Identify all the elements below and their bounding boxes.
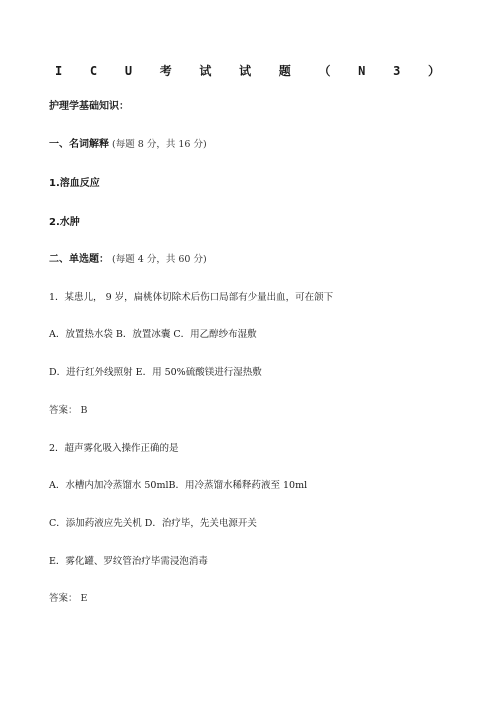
q2-options-3: E．雾化罐、罗纹管治疗毕需浸泡消毒 [49, 556, 208, 567]
term-1: 1.溶血反应 [49, 178, 100, 189]
term-2: 2.水肿 [49, 217, 80, 228]
part1-heading [49, 138, 207, 151]
title-char: （ [318, 64, 331, 78]
q1-options-1: A．放置热水袋 B．放置冰囊 C．用乙醇纱布湿敷 [49, 329, 257, 340]
part2-note: (每题 4 分，共 60 分) [112, 254, 207, 265]
q1-answer: 答案： B [49, 405, 88, 416]
title-char: 试 [199, 64, 212, 78]
part2-heading [49, 253, 207, 266]
title-char: 题 [278, 64, 291, 78]
title-char: U [124, 64, 133, 78]
exam-title [55, 64, 440, 78]
title-char: 考 [159, 64, 172, 78]
q1-stem: 1．某患儿， 9 岁，扁桃体切除术后伤口局部有少量出血，可在颌下 [49, 292, 334, 303]
q2-answer: 答案： E [49, 593, 88, 604]
part2-title: 二、单选题： [49, 254, 109, 265]
q1-options-2: D．进行红外线照射 E．用 50%硫酸镁进行湿热敷 [49, 367, 262, 378]
q2-stem: 2．超声雾化吸入操作正确的是 [49, 443, 179, 454]
title-char: 3 [393, 64, 401, 78]
title-char: 试 [239, 64, 252, 78]
section-heading-basic: 护理学基础知识： [49, 101, 129, 112]
part1-note: (每题 8 分，共 16 分) [112, 139, 207, 150]
part1-title: 一、名词解释 [49, 139, 109, 150]
q2-options-2: C．添加药液应先关机 D．治疗毕，先关电源开关 [49, 518, 257, 529]
title-char: N [358, 64, 366, 78]
title-char: C [89, 64, 98, 78]
title-char: I [55, 64, 63, 78]
q2-options-1: A．水槽内加冷蒸馏水 50mlB．用冷蒸馏水稀释药液至 10ml [49, 480, 308, 491]
title-char: ） [427, 64, 440, 78]
